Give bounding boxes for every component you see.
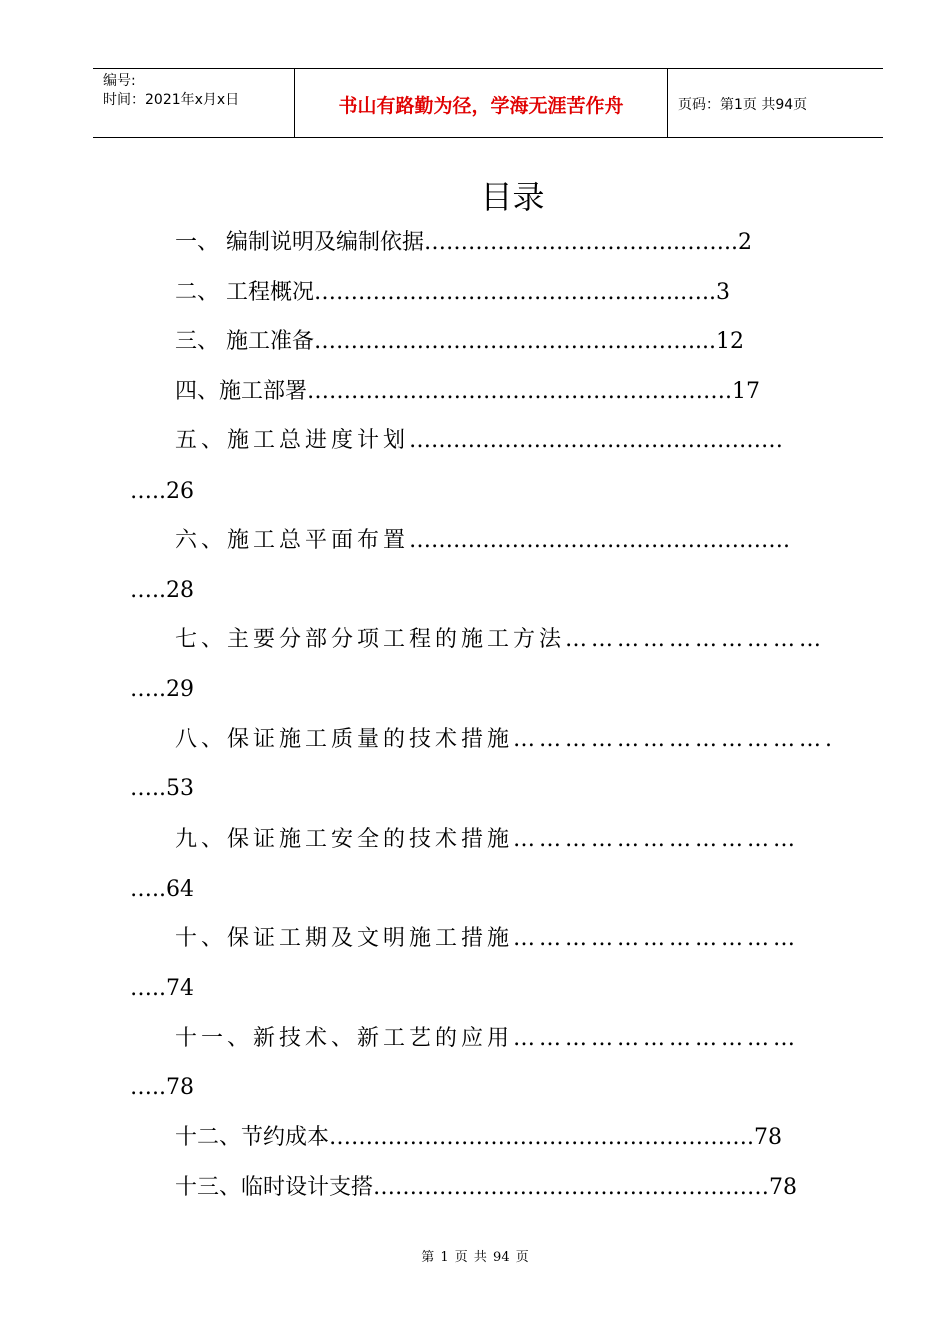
toc-entry-leader: ……………………………………………....12	[314, 329, 744, 354]
toc-entry-leader: ……………………………	[513, 926, 800, 951]
toc-entry-label: 六、施工总平面布置	[175, 528, 410, 553]
toc-entry-label: 九、保证施工安全的技术措施	[175, 827, 514, 852]
toc-entry[interactable]	[175, 1024, 799, 1054]
header-motto-cell	[295, 69, 668, 137]
toc-entry-continuation[interactable]: …..64	[130, 877, 194, 902]
toc-entry-leader: ………………………………………………….17	[307, 379, 761, 404]
toc-entry[interactable]	[175, 725, 836, 755]
toc-entry[interactable]	[175, 1173, 797, 1203]
toc-entry-leader: ……………………………..……..2	[424, 230, 752, 255]
toc-entry[interactable]	[175, 924, 799, 954]
toc-entry-label: 五、施工总进度计划	[175, 428, 410, 453]
time-label: 时间：2021年x月x日	[103, 92, 240, 108]
toc-entry-continuation[interactable]: …..29	[130, 677, 194, 702]
toc-entry-leader: …………………………	[565, 627, 826, 652]
toc-entry-label: 十三、临时设计支搭	[175, 1175, 374, 1200]
toc-entry[interactable]	[175, 825, 799, 855]
toc-entry-label: 十一、新技术、新工艺的应用	[175, 1026, 514, 1051]
toc-entry-leader: ……………………………….	[513, 727, 837, 752]
toc-entry[interactable]	[175, 228, 752, 258]
toc-entry[interactable]	[175, 377, 760, 407]
toc-entry[interactable]	[175, 1123, 782, 1153]
toc-entry-continuation[interactable]: …..74	[130, 976, 194, 1001]
toc-entry[interactable]	[175, 327, 744, 357]
toc-entry-leader: …………………………………………..…..3	[314, 280, 730, 305]
toc-entry-label: 十、保证工期及文明施工措施	[175, 926, 514, 951]
page-footer: 第 1 页 共 94 页	[421, 1250, 529, 1265]
toc-entry-leader: ……………………………………………	[409, 428, 784, 453]
toc-entry-continuation[interactable]: …..26	[130, 479, 194, 504]
toc-entry-leader: ……………………………	[513, 1026, 800, 1051]
toc-entry-continuation[interactable]: …..78	[130, 1075, 194, 1100]
toc-entry-leader: ………………………………………………78	[373, 1175, 798, 1200]
header-page-cell	[668, 69, 883, 137]
toc-entry-label: 八、保证施工质量的技术措施	[175, 727, 514, 752]
toc-entry-label: 一、 编制说明及编制依据	[175, 230, 424, 255]
header-meta-cell	[93, 69, 295, 137]
toc-entry-label: 十二、节约成本	[175, 1125, 330, 1150]
toc-entry-continuation[interactable]: …..28	[130, 578, 194, 603]
motto-text: 书山有路勤为径，学海无涯苦作舟	[338, 95, 624, 117]
toc-entry[interactable]	[175, 625, 825, 655]
toc-entry[interactable]	[175, 526, 790, 556]
toc-entry-leader: …………………………………………….	[409, 528, 791, 553]
toc-entry-leader: ………………………………………………….78	[329, 1125, 783, 1150]
toc-entry-label: 二、 工程概况	[175, 280, 314, 305]
toc-entry-label: 三、 施工准备	[175, 329, 314, 354]
toc-entry[interactable]	[175, 426, 783, 456]
toc-entry-label: 七、主要分部分项工程的施工方法	[175, 627, 566, 652]
toc-entry-leader: ……………………………	[513, 827, 800, 852]
toc-entry[interactable]	[175, 278, 730, 308]
page-info: 页码：第1页 共94页	[678, 97, 808, 113]
toc-title: 目录	[480, 178, 545, 216]
number-label: 编号:	[103, 73, 136, 89]
toc-entry-label: 四、施工部署	[175, 379, 308, 404]
toc-entry-continuation[interactable]: …..53	[130, 776, 194, 801]
document-header	[93, 68, 883, 138]
